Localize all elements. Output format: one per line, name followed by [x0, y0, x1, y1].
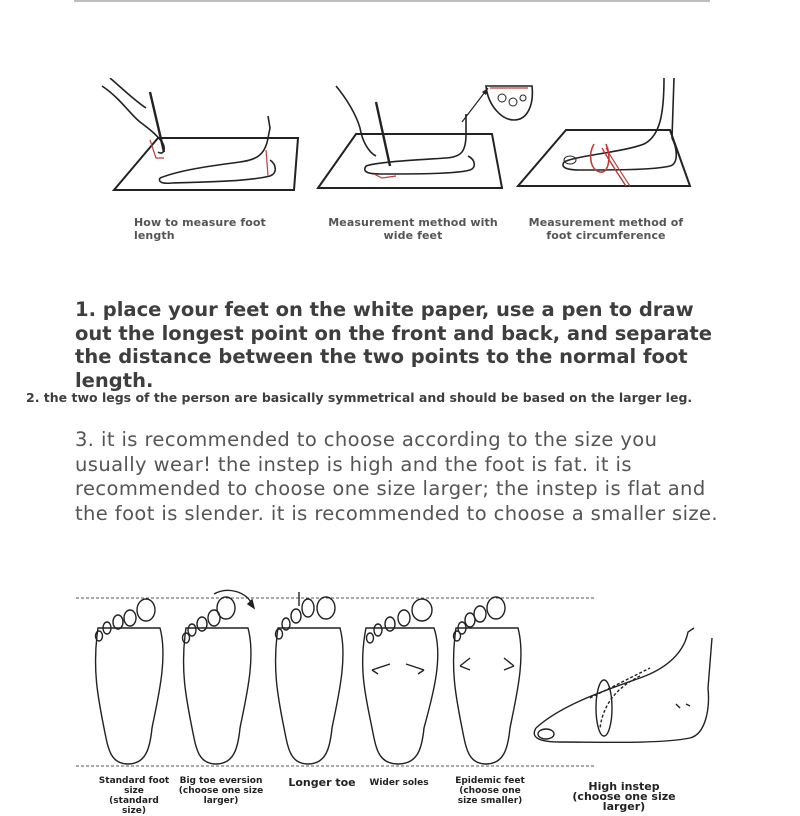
longer-toe-foot-icon: [276, 592, 343, 764]
wider-soles-foot-icon: [363, 599, 438, 764]
foot-type-label: Big toe eversion (choose one size larger): [178, 776, 264, 806]
foot-length-drawing-icon: [100, 78, 305, 198]
foot-length-illustration: [100, 78, 305, 198]
foot-circumference-illustration: [514, 78, 704, 198]
foot-width-drawing-icon: [316, 78, 541, 198]
instruction-step-2: 2. the two legs of the person are basically symmetrical and should be based on the larger leg.: [26, 390, 693, 405]
instruction-step-1: 1. place your feet on the white paper, use a pen to draw out the longest point on the front and back, and separate the distance between the two points to the normal foot length.: [75, 298, 712, 392]
foot-width-illustration: [316, 78, 541, 198]
foot-type-label: Wider soles: [369, 778, 429, 788]
foot-types-row: [0, 588, 800, 816]
epidemic-foot-icon: [454, 597, 521, 764]
foot-width-caption: Measurement method with wide feet: [328, 216, 498, 242]
foot-type-label: Epidemic feet (choose one size smaller): [455, 776, 525, 806]
instruction-step-3: 3. it is recommended to choose according to the size you usually wear! the instep is high and the foot is fat. it is recommended to choose one size larger; the instep is flat and the foot is slender. it is recommended to choose a smaller size.: [75, 428, 719, 525]
foot-length-caption: How to measure foot length: [134, 216, 266, 242]
foot-circumference-drawing-icon: [514, 78, 704, 198]
foot-types-drawing: [0, 588, 800, 800]
high-instep-foot-icon: [534, 628, 712, 742]
foot-type-label: Longer toe: [288, 776, 356, 789]
standard-foot-icon: [96, 599, 163, 764]
top-divider: [74, 0, 710, 2]
foot-type-label: Standard foot size (standard size): [98, 776, 170, 816]
big-toe-eversion-foot-icon: [183, 590, 255, 764]
foot-type-label: High instep (choose one size larger): [572, 780, 676, 813]
foot-circumference-caption: Measurement method of foot circumference: [528, 216, 684, 242]
